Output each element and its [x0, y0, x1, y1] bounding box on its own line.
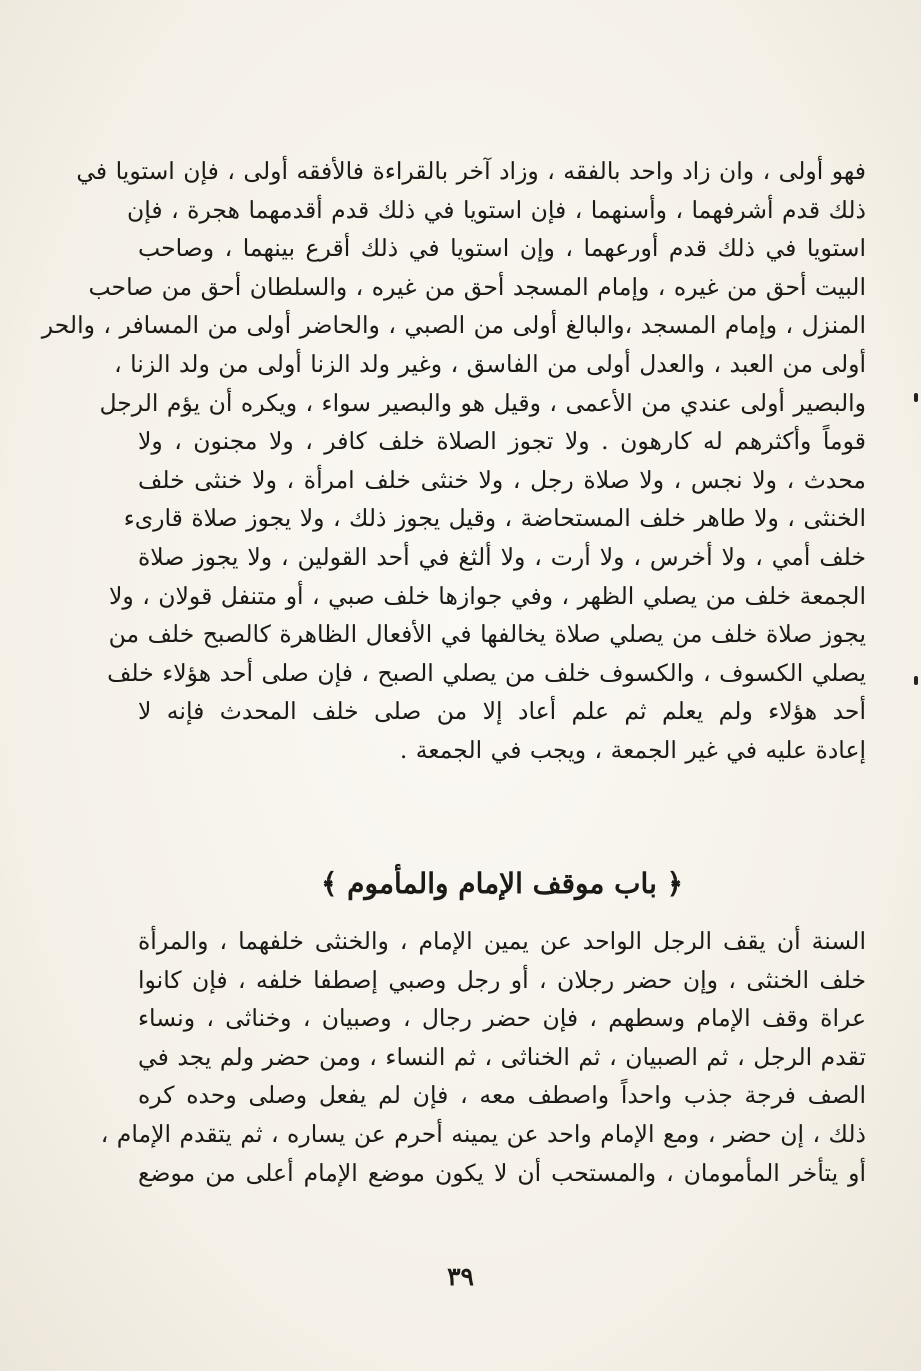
- text-line: فهو أولى ، وان زاد واحد بالفقه ، وزاد آخر بالقراءة فالأفقه أولى ، فإن استويا في: [76, 157, 866, 185]
- text-line: أولى من العبد ، والعدل أولى من الفاسق ، وغير ولد الزنا أولى من ولد الزنا ،: [114, 349, 866, 378]
- text-line: محدث ، ولا نجس ، ولا صلاة رجل ، ولا خنثى خلف امرأة ، ولا خنثى خلف: [138, 465, 866, 494]
- text-line: خلف الخنثى ، وإن حضر رجلان ، أو رجل وصبي إصطفا خلفه ، فإن كانوا: [138, 965, 866, 994]
- text-line: أو يتأخر المأمومان ، والمستحب أن لا يكون موضع الإمام أعلى من موضع: [138, 1158, 866, 1187]
- text-line: والبصير أولى عندي من الأعمى ، وقيل هو والبصير سواء ، ويكره أن يؤم الرجل: [99, 388, 866, 417]
- text-line: ذلك قدم أشرفهما ، وأسنهما ، فإن استويا في ذلك قدم أقدمهما هجرة ، فإن: [126, 195, 866, 224]
- page-number: ٣٩: [447, 1262, 474, 1291]
- text-line: يصلي الكسوف ، والكسوف خلف من يصلي الصبح ، فإن صلى أحد هؤلاء خلف: [107, 658, 866, 687]
- text-line: يجوز صلاة خلف من يصلي صلاة يخالفها في الأفعال الظاهرة كالصبح خلف من: [108, 620, 866, 649]
- text-line: ذلك ، إن حضر ، ومع الإمام واحد عن يمينه أحرم عن يساره ، ثم يتقدم الإمام ،: [100, 1119, 866, 1148]
- margin-mark: [914, 676, 918, 685]
- text-line: السنة أن يقف الرجل الواحد عن يمين الإمام ، والخنثى خلفهما ، والمرأة: [138, 927, 866, 955]
- text-line: استويا في ذلك قدم أورعهما ، وإن استويا في ذلك أقرع بينهما ، وصاحب: [138, 234, 866, 263]
- margin-mark: [914, 393, 918, 402]
- text-line: عراة وقف الإمام وسطهم ، فإن حضر رجال ، وصبيان ، وخناثى ، ونساء: [138, 1004, 866, 1033]
- text-line: تقدم الرجل ، ثم الصبيان ، ثم الخناثى ، ثم النساء ، ومن حضر ولم يجد في: [138, 1042, 866, 1071]
- text-line: الجمعة خلف من يصلي الظهر ، وفي جوازها خلف صبي ، أو متنفل قولان ، ولا: [109, 581, 866, 610]
- text-line: الصف فرجة جذب واحداً واصطف معه ، فإن لم يفعل وصلى وحده كره: [138, 1081, 866, 1110]
- text-line: المنزل ، وإمام المسجد ،والبالغ أولى من الصبي ، والحاضر أولى من المسافر ، والحر: [41, 311, 866, 340]
- text-line: أحد هؤلاء ولم يعلم ثم علم أعاد إلا من صلى خلف المحدث فإنه لا: [138, 697, 866, 726]
- text-line: قوماً وأكثرهم له كارهون . ولا تجوز الصلاة خلف كافر ، ولا مجنون ، ولا: [138, 427, 866, 456]
- text-line: خلف أمي ، ولا أخرس ، ولا أرت ، ولا ألثغ في أحد القولين ، ولا يجوز صلاة: [138, 542, 866, 571]
- paragraph-imamate-precedence: [41, 152, 866, 770]
- text-line: إعادة عليه في غير الجمعة ، ويجب في الجمعة .: [399, 735, 866, 764]
- section-heading: ﴿ باب موقف الإمام والمأموم ﴾: [320, 867, 684, 900]
- paragraph-standing-positions: [100, 922, 866, 1192]
- text-line: الخنثى ، ولا طاهر خلف المستحاضة ، وقيل يجوز ذلك ، ولا يجوز صلاة قارىء: [123, 504, 866, 533]
- text-line: البيت أحق من غيره ، وإمام المسجد أحق من غيره ، والسلطان أحق من صاحب: [88, 272, 866, 301]
